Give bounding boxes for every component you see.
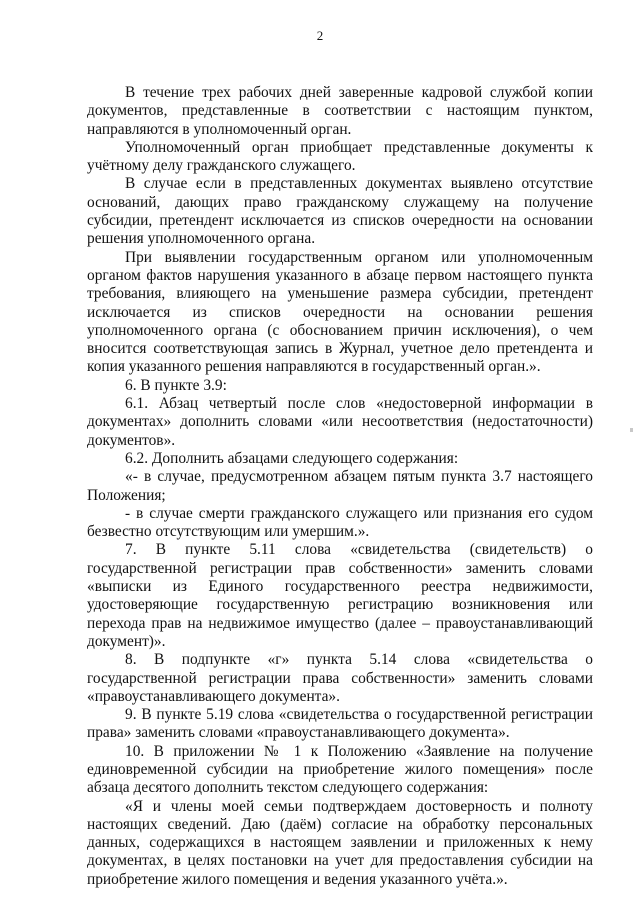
paragraph-item-10: 10. В приложении № 1 к Положению «Заявление на получение единовременной субсидии на приобретение жилого помещения» после абзаца десятого дополнить текстом следующего содержания: — [87, 742, 593, 797]
document-body — [87, 84, 593, 889]
page-number: 2 — [316, 28, 324, 43]
paragraph-item-6-1: 6.1. Абзац четвертый после слов «недостоверной информации в документах» дополнить словами «или несоответствия (недостаточности) документов». — [87, 395, 593, 449]
paragraph-violations: При выявлении государственным органом или уполномоченным органом фактов нарушения указанного в абзаце первом настоящего пункта требования, влияющего на уменьшение размера субсидии, претендент исключается из списков очередности на основании решения уполномоченного органа (с обоснованием причин исключения), о чем вносится соответствующая запись в Журнал, учетное дело претендента и копия указанного решения направляются в государственный орган.». — [87, 248, 593, 376]
paragraph-added-clause-1: «- в случае, предусмотренном абзацем пятым пункта 3.7 настоящего Положения; — [87, 468, 593, 504]
paragraph-copies-sent: В течение трех рабочих дней заверенные кадровой службой копии документов, представленные в соответствии с настоящим пунктом, направляются в уполномоченный орган. — [87, 84, 593, 138]
paragraph-item-9: 9. В пункте 5.19 слова «свидетельства о государственной регистрации права» заменить словами «правоустанавливающего документа». — [87, 706, 593, 742]
paragraph-consent-text: «Я и члены моей семьи подтверждаем достоверность и полноту настоящих сведений. Даю (даём) согласие на обработку персональных данных, содержащихся в настоящем заявлении и приложенных к нему документах, в целях постановки на учет для предоставления субсидии на приобретение жилого помещения и ведения указанного учёта.». — [87, 797, 593, 888]
paragraph-item-8: 8. В подпункте «г» пункта 5.14 слова «свидетельства о государственной регистрации права собственности» заменить словами «правоустанавливающего документа». — [87, 651, 593, 705]
paragraph-no-grounds: В случае если в представленных документах выявлено отсутствие оснований, дающих право гражданскому служащему на получение субсидии, претендент исключается из списков очередности на основании решения уполномоченного органа. — [87, 175, 593, 248]
paragraph-item-6-2: 6.2. Дополнить абзацами следующего содержания: — [125, 449, 459, 467]
scan-artifact — [630, 428, 633, 432]
paragraph-item-7: 7. В пункте 5.11 слова «свидетельства (свидетельств) о государственной регистрации прав собственности» заменить словами «выписки из Единого государственного реестра недвижимости, удостоверяющие государственную регистрацию возникновения или перехода прав на недвижимое имущество (далее – правоустанавливающий документ)». — [87, 541, 593, 650]
paragraph-added-clause-2: - в случае смерти гражданского служащего или признания его судом безвестно отсутствующим или умершим.». — [87, 504, 593, 541]
paragraph-item-6: 6. В пункте 3.9: — [125, 376, 227, 394]
paragraph-attach-to-file: Уполномоченный орган приобщает представленные документы к учётному делу гражданского служащего. — [87, 138, 593, 175]
